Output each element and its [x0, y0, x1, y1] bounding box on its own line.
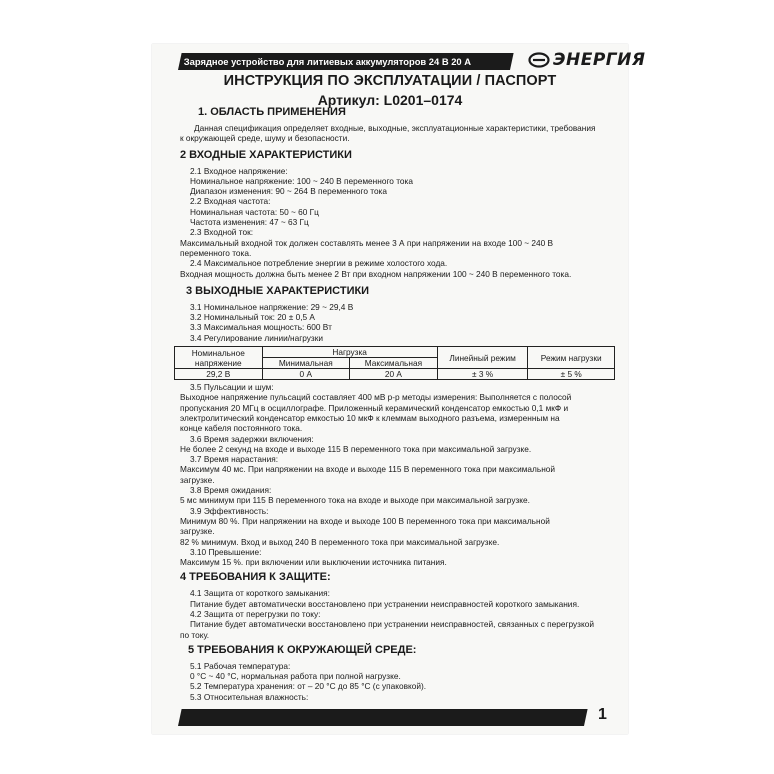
- section-2-line: 2.3 Входной ток:: [190, 227, 254, 238]
- section-3-line: Не более 2 секунд на входе и выходе 115 В переменного тока при максимальной загрузке.: [180, 443, 532, 454]
- section-3-line: загрузке.: [180, 474, 215, 485]
- section-3-line: загрузке.: [180, 526, 215, 537]
- document-title: ИНСТРУКЦИЯ ПО ЭКСПЛУАТАЦИИ / ПАСПОРТ: [223, 73, 557, 89]
- section-5-line: 5.2 Температура хранения: от – 20 °C до 85 °C (с упаковкой).: [190, 681, 427, 692]
- section-2-line: Максимальный входной ток должен составлять менее 3 А при напряжении на входе 100 ~ 240 В: [180, 237, 554, 248]
- section-3-line: 3.9 Эффективность:: [190, 505, 269, 516]
- document-body: [180, 106, 615, 702]
- table-cell: 29,2 В: [175, 369, 263, 380]
- section-3-line: Выходное напряжение пульсаций составляет 400 мВ р-р методы измерения: Выполняется с полосой: [180, 392, 572, 403]
- section-3-line: 3.5 Пульсации и шум:: [190, 382, 274, 393]
- section-2-line: 2.2 Входная частота:: [190, 196, 271, 207]
- table-header-load-mode: Режим нагрузки: [528, 347, 615, 369]
- section-3-line: 3.2 Номинальный ток: 20 ± 0,5 А: [190, 312, 315, 323]
- table-cell: ± 5 %: [528, 369, 615, 380]
- table-header-min: Минимальная: [262, 358, 350, 369]
- section-2-line: переменного тока.: [180, 247, 252, 258]
- section-3-line: 3.6 Время задержки включения:: [190, 433, 314, 444]
- section-2-title: 2 ВХОДНЫЕ ХАРАКТЕРИСТИКИ: [180, 148, 352, 161]
- section-3-line: 3.4 Регулирование линии/нагрузки: [190, 332, 323, 343]
- footer-bar: [178, 709, 588, 726]
- section-3-line: пропускания 20 МГц в осциллографе. Приложенный керамический конденсатор емкостью 0,1 мкФ и: [180, 402, 569, 413]
- section-3-line: Максимум 40 мс. При напряжении на входе и выходе 115 В переменного тока при максимальной: [180, 464, 556, 475]
- section-2-line: Входная мощность должна быть менее 2 Вт при входном напряжении 100 ~ 240 В переменного тока.: [180, 268, 572, 279]
- section-5-title: 5 ТРЕБОВАНИЯ К ОКРУЖАЮЩЕЙ СРЕДЕ:: [188, 643, 417, 656]
- section-2-line: Диапазон изменения: 90 ~ 264 В переменного тока: [190, 186, 387, 197]
- section-3-line: конце кабеля постоянного тока.: [180, 423, 303, 434]
- section-2-line: Номинальное напряжение: 100 ~ 240 В переменного тока: [190, 175, 413, 186]
- section-2-line: 2.1 Входное напряжение:: [190, 165, 288, 176]
- section-1-text: к окружающей среде, шуму и безопасности.: [180, 133, 350, 144]
- article-number: Артикул: L0201–0174: [317, 92, 463, 108]
- section-4-title: 4 ТРЕБОВАНИЯ К ЗАЩИТЕ:: [180, 571, 331, 584]
- section-3-line: 3.10 Превышение:: [190, 546, 262, 557]
- section-4-line: Питание будет автоматически восстановлено при устранении неисправностей, связанных с перегрузкой: [190, 619, 594, 630]
- section-4-line: 4.2 Защита от перегрузки по току:: [190, 608, 321, 619]
- section-4-line: Питание будет автоматически восстановлено при устранении неисправностей короткого замыкания.: [190, 598, 580, 609]
- section-4-line: по току.: [180, 629, 210, 640]
- section-3-line: 3.1 Номинальное напряжение: 29 ~ 29,4 В: [190, 301, 354, 312]
- table-cell: 20 А: [350, 369, 438, 380]
- header-bar-text: Зарядное устройство для литиевых аккумуляторов 24 В 20 А: [183, 56, 472, 67]
- section-3-line: 3.7 Время нарастания:: [190, 454, 279, 465]
- section-4-line: 4.1 Защита от короткого замыкания:: [190, 588, 330, 599]
- table-header-nominal: Номинальное напряжение: [175, 347, 263, 369]
- section-3-line: 82 % минимум. Вход и выход 240 В переменного тока при максимальной загрузке.: [180, 536, 500, 547]
- regulation-table: [174, 346, 615, 380]
- section-3-line: Максимум 15 %. при включении или выключении источника питания.: [180, 557, 447, 568]
- table-cell: ± 3 %: [437, 369, 528, 380]
- header-bar: [178, 53, 514, 70]
- section-3-line: 3.3 Максимальная мощность: 600 Вт: [190, 322, 332, 333]
- table-cell: 0 А: [262, 369, 350, 380]
- section-3-line: 3.8 Время ожидания:: [190, 485, 272, 496]
- logo-text: ЭНЕРГИЯ: [553, 50, 646, 70]
- section-2-line: Номинальная частота: 50 ~ 60 Гц: [190, 206, 319, 217]
- logo-mark-icon: [528, 52, 550, 68]
- section-5-line: 5.1 Рабочая температура:: [190, 660, 291, 671]
- section-1-title: 1. ОБЛАСТЬ ПРИМЕНЕНИЯ: [198, 106, 346, 118]
- table-header-max: Максимальная: [350, 358, 438, 369]
- section-3-title: 3 ВЫХОДНЫЕ ХАРАКТЕРИСТИКИ: [186, 284, 370, 297]
- section-2-line: 2.4 Максимальное потребление энергии в режиме холостого хода.: [190, 258, 448, 269]
- manual-page: [152, 44, 646, 734]
- section-5-line: 5.3 Относительная влажность:: [190, 691, 309, 702]
- section-5-line: 0 °C ~ 40 °C, нормальная работа при полной нагрузке.: [190, 671, 401, 682]
- page-number: 1: [598, 706, 607, 723]
- table-header-load: Нагрузка: [262, 347, 437, 358]
- table-header-line-mode: Линейный режим: [437, 347, 528, 369]
- section-3-line: 5 мс минимум при 115 В переменного тока на входе и выходе при максимальной загрузке.: [180, 495, 530, 506]
- brand-logo: [528, 49, 645, 71]
- section-2-line: Частота изменения: 47 ~ 63 Гц: [190, 217, 309, 228]
- table-row: [175, 369, 615, 380]
- section-3-line: электролитический конденсатор емкостью 10 мкФ к клеммам выходного разъема, измеренным на: [180, 412, 560, 423]
- section-3-line: Минимум 80 %. При напряжении на входе и выходе 100 В переменного тока при максимальной: [180, 515, 550, 526]
- section-1-text: Данная спецификация определяет входные, выходные, эксплуатационные характеристики, требования: [194, 123, 596, 133]
